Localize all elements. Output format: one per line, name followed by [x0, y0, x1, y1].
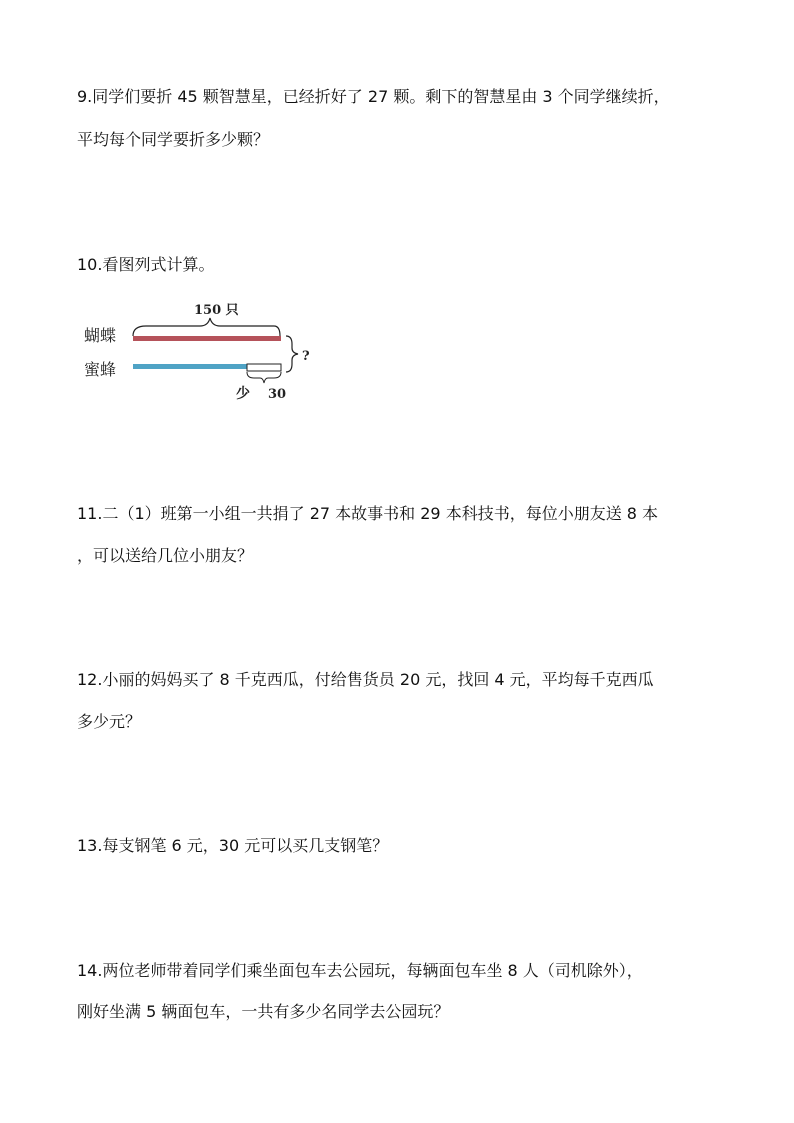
bee-bar — [133, 364, 247, 369]
question-13-line-1: 13.每支钢笔 6 元，30 元可以买几支钢笔？ — [77, 836, 389, 855]
right-brace — [286, 336, 298, 372]
less-label: 少 — [236, 386, 250, 402]
line-segment-diagram — [76, 292, 336, 410]
total-label: 150 只 — [194, 303, 239, 318]
bee-shortfall-box — [247, 364, 281, 371]
butterfly-label: 蝴蝶 — [84, 326, 117, 345]
question-11-line-1: 11.二（1）班第一小组一共捐了 27 本故事书和 29 本科技书，每位小朋友送 8 本 — [77, 504, 659, 523]
question-9-line-2: 平均每个同学要折多少颗？ — [77, 130, 270, 149]
question-10-text: 10.看图列式计算。 — [77, 255, 215, 274]
question-14-line-2: 刚好坐满 5 辆面包车，一共有多少名同学去公园玩？ — [77, 1002, 450, 1021]
question-11-line-2: ，可以送给几位小朋友？ — [77, 546, 254, 565]
butterfly-bar — [133, 336, 281, 341]
question-12-line-2: 多少元？ — [77, 712, 142, 731]
question-14-line-1: 14.两位老师带着同学们乘坐面包车去公园玩，每辆面包车坐 8 人（司机除外）， — [77, 961, 643, 980]
top-brace — [133, 318, 280, 336]
question-12-line-1: 12.小丽的妈妈买了 8 千克西瓜，付给售货员 20 元，找回 4 元，平均每千克西瓜 — [77, 670, 654, 689]
bee-label: 蜜蜂 — [84, 360, 117, 379]
question-mark: ? — [302, 349, 310, 364]
less-value: 30 — [268, 387, 287, 402]
question-9-line-1: 9.同学们要折 45 颗智慧星，已经折好了 27 颗。剩下的智慧星由 3 个同学继续折， — [77, 87, 670, 106]
bottom-brace — [247, 372, 281, 383]
